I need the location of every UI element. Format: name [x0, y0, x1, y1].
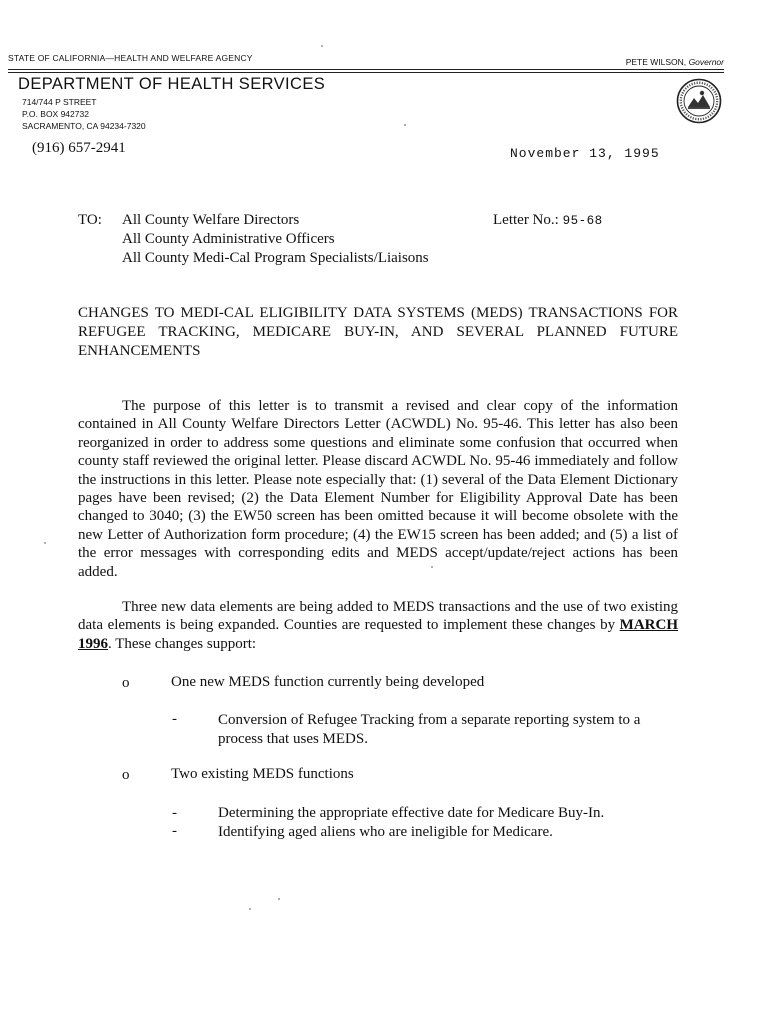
paragraph-text: The purpose of this letter is to transmit a revised and clear copy of the information contained in All County Welfare Directors Letter (ACWDL) No. 95-46. This letter has also been reorganized in order to address some questions and eliminate some confusion that occurred when county staff reviewed the original letter. Please discard ACWDL No. 95-46 immediately and follow the instructions in this letter. Please note especially that: (1) several of the Data Element Dictionary pages have been revised; (2) the Data Element Number for Eligibility Approval Date has been changed to 3040; (3) the EW50 screen has been omitted because it will become obsolete with the new Letter of Authorization form procedure; (4) the EW15 screen has been added; and (5) a list of the error messages with corresponding edits and MEDS accept/update/reject actions has been added.	[78, 398, 678, 580]
letter-number-value: 95-68	[562, 214, 603, 228]
scan-speck	[44, 542, 46, 544]
letter-date: November 13, 1995	[510, 146, 660, 161]
recipient-program-specialists: All County Medi-Cal Program Specialists/Liaisons	[122, 250, 429, 266]
state-seal-icon	[676, 78, 722, 124]
address-street: 714/744 P STREET	[22, 97, 97, 107]
body-paragraph-changes	[78, 598, 678, 653]
deadline-date: MARCH 1996	[78, 617, 678, 652]
address-city: SACRAMENTO, CA 94234-7320	[22, 121, 146, 131]
dash-marker: -	[172, 823, 177, 839]
subitem-refugee-tracking: Conversion of Refugee Tracking from a separate reporting system to a process that uses MEDS.	[218, 712, 641, 747]
to-label: TO:	[78, 212, 102, 228]
recipient-welfare-directors: All County Welfare Directors	[122, 212, 300, 228]
bullet-new-function: One new MEDS function currently being developed	[171, 674, 485, 690]
paragraph-text: . These changes support:	[108, 635, 257, 652]
scan-speck	[278, 898, 280, 900]
bullet-marker: o	[122, 767, 130, 783]
recipient-administrative-officers: All County Administrative Officers	[122, 231, 335, 247]
agency-header: STATE OF CALIFORNIA—HEALTH AND WELFARE AGENCY	[8, 53, 253, 63]
department-name: DEPARTMENT OF HEALTH SERVICES	[18, 75, 326, 93]
subitem-medicare-buy-in: Determining the appropriate effective date for Medicare Buy-In.	[218, 805, 605, 821]
scan-speck	[321, 45, 323, 47]
scan-speck	[249, 908, 251, 910]
header-rule	[8, 69, 724, 70]
governor-title: Governor	[688, 57, 724, 67]
governor-name: PETE WILSON,	[625, 57, 687, 67]
subitem-aged-aliens: Identifying aged aliens who are ineligible for Medicare.	[218, 824, 553, 840]
header-rule	[8, 72, 724, 73]
letter-number	[493, 212, 603, 229]
dash-marker: -	[172, 805, 177, 821]
bullet-existing-functions: Two existing MEDS functions	[171, 766, 354, 782]
letter-number-label: Letter No.:	[493, 212, 559, 228]
paragraph-text: Three new data elements are being added to MEDS transactions and the use of two existing data elements is being expanded. Counties are requested to implement these changes by	[78, 599, 678, 634]
subject-heading: CHANGES TO MEDI-CAL ELIGIBILITY DATA SYSTEMS (MEDS) TRANSACTIONS FOR REFUGEE TRACKING, MEDICARE BUY-IN, AND SEVERAL PLANNED FUTURE ENHANCEMENTS	[78, 305, 678, 359]
phone-number: (916) 657-2941	[32, 140, 126, 156]
dash-marker: -	[172, 711, 177, 727]
scan-speck	[404, 124, 406, 126]
address-po-box: P.O. BOX 942732	[22, 109, 89, 119]
governor-line	[626, 57, 724, 67]
bullet-marker: o	[122, 675, 130, 691]
body-paragraph-purpose	[78, 397, 678, 581]
scan-speck	[431, 566, 433, 568]
